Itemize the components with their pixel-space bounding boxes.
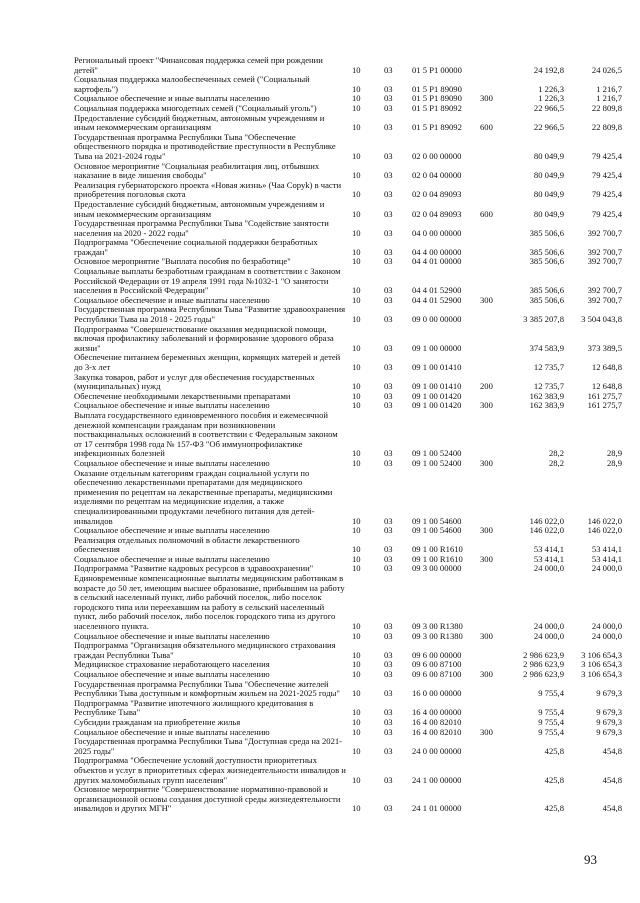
row-target-article: 09 1 00 52400 [412, 448, 462, 459]
table-row [74, 469, 622, 527]
row-amount-year2: 3 106 654,3 [581, 649, 622, 660]
row-section: 10 [352, 314, 361, 325]
row-section: 10 [352, 285, 361, 296]
row-subsection: 03 [384, 208, 393, 219]
row-amount-year2: 373 389,5 [587, 342, 622, 353]
row-section: 10 [352, 227, 361, 238]
row-subsection: 03 [384, 688, 393, 699]
row-amount-year1: 2 986 623,9 [523, 649, 564, 660]
row-amount-year1: 53 414,1 [533, 544, 564, 555]
row-subsection: 03 [384, 669, 393, 679]
row-subsection: 03 [384, 659, 393, 670]
row-amount-year1: 2 986 623,9 [523, 669, 564, 679]
row-target-article: 02 0 04 89093 [412, 208, 462, 219]
row-subsection: 03 [384, 285, 393, 296]
row-subsection: 03 [384, 553, 393, 564]
row-name: Предоставление субсидий бюджетным, автономным учреждениям и иным некоммерческим организациям [74, 112, 325, 133]
row-subsection: 03 [384, 774, 393, 785]
row-amount-year2: 28,9 [606, 448, 622, 459]
row-name: Основное мероприятие "Выплата пособия по безработице" [74, 256, 291, 267]
row-amount-year1: 12 735,7 [533, 362, 564, 372]
row-amount-year1: 385 506,6 [529, 294, 564, 305]
row-amount-year1: 1 226,3 [538, 93, 564, 104]
row-section: 10 [352, 256, 361, 267]
table-row [74, 680, 622, 699]
row-amount-year2: 1 216,7 [596, 83, 622, 94]
table-row [74, 219, 622, 238]
row-subsection: 03 [384, 390, 393, 401]
row-amount-year2: 392 700,7 [587, 227, 622, 238]
row-amount-year2: 24 026,5 [591, 64, 622, 75]
row-target-article: 02 0 04 89093 [412, 189, 462, 200]
row-subsection: 03 [384, 400, 393, 411]
row-amount-year2: 53 414,1 [591, 553, 622, 564]
row-section: 10 [352, 621, 361, 632]
row-amount-year1: 162 383,9 [529, 400, 564, 411]
row-name: Государственная программа Республики Тыва "Развитие здравоохранения Республики Тыва на 2018 - 2025 годы" [74, 304, 346, 325]
row-target-article: 01 5 P1 00000 [412, 64, 462, 75]
row-name: Социальная поддержка малообеспеченных семей ("Социальный картофель") [74, 74, 310, 94]
row-amount-year1: 24 000,0 [533, 630, 564, 641]
row-section: 10 [352, 294, 361, 305]
table-row [74, 641, 622, 660]
row-subsection: 03 [384, 102, 393, 113]
row-name: Основное мероприятие "Совершенствование нормативно-правовой и организационной основы создания доступной среды жизнедеятельности инвалидов и других МГН" [74, 784, 341, 814]
row-amount-year2: 22 809,8 [591, 122, 622, 133]
row-amount-year1: 9 755,4 [538, 707, 564, 718]
row-amount-year1: 425,8 [544, 745, 564, 756]
row-section: 10 [352, 93, 361, 104]
row-section: 10 [352, 448, 361, 459]
table-row [74, 785, 622, 814]
row-section: 10 [352, 774, 361, 785]
row-amount-year1: 425,8 [544, 774, 564, 785]
table-row [74, 200, 622, 219]
row-section: 10 [352, 515, 361, 526]
row-target-article: 01 5 P1 89092 [412, 122, 462, 133]
row-expense-type: 300 [480, 294, 493, 305]
row-target-article: 24 1 01 00000 [412, 803, 462, 814]
row-amount-year2: 12 648,8 [591, 362, 622, 372]
row-section: 10 [352, 745, 361, 756]
row-section: 10 [352, 669, 361, 679]
row-subsection: 03 [384, 515, 393, 526]
row-name: Реализация отдельных полномочий в области лекарственного обеспечения [74, 534, 300, 555]
row-amount-year2: 79 425,4 [591, 208, 622, 219]
row-amount-year2: 24 000,0 [591, 563, 622, 574]
row-amount-year2: 79 425,4 [591, 170, 622, 181]
row-target-article: 16 4 00 82010 [412, 726, 462, 737]
row-amount-year1: 9 755,4 [538, 716, 564, 727]
row-amount-year1: 162 383,9 [529, 390, 564, 401]
row-name: Подпрограмма "Организация обязательного медицинского страхования граждан Республики Тыва" [74, 640, 336, 660]
row-section: 10 [352, 208, 361, 219]
row-target-article: 04 4 01 52900 [412, 294, 462, 305]
row-name: Закупка товаров, работ и услуг для обеспечения государственных (муниципальных) нужд [74, 371, 315, 392]
row-section: 10 [352, 342, 361, 353]
row-subsection: 03 [384, 83, 393, 94]
row-name: Социальное обеспечение и иные выплаты населению [74, 525, 270, 536]
row-amount-year1: 385 506,6 [529, 227, 564, 238]
table-row [74, 353, 622, 372]
row-target-article: 04 4 00 00000 [412, 246, 462, 257]
row-target-article: 09 1 00 01420 [412, 390, 462, 401]
table-row [74, 114, 622, 133]
row-subsection: 03 [384, 525, 393, 536]
row-amount-year2: 454,8 [602, 803, 622, 814]
row-amount-year2: 3 106 654,3 [581, 669, 622, 679]
row-amount-year1: 1 226,3 [538, 83, 564, 94]
row-amount-year1: 28,2 [548, 457, 564, 468]
row-section: 10 [352, 457, 361, 468]
row-name: Региональный проект "Финансовая поддержка семей при рождении детей" [74, 55, 323, 75]
row-section: 10 [352, 659, 361, 670]
row-name: Социальные выплаты безработным гражданам в соответствии с Законом Российской Федерации от 19 апреля 1991 года №1032-1 "О занятости населения в Российской Федерации" [74, 266, 341, 296]
row-amount-year1: 2 986 623,9 [523, 659, 564, 670]
row-amount-year2: 12 648,8 [591, 381, 622, 392]
table-row [74, 162, 622, 181]
row-target-article: 09 6 00 00000 [412, 649, 462, 660]
row-section: 10 [352, 688, 361, 699]
row-target-article: 02 0 04 00000 [412, 170, 462, 181]
row-amount-year1: 3 385 207,8 [523, 314, 564, 325]
row-section: 10 [352, 544, 361, 555]
row-amount-year2: 161 275,7 [587, 400, 622, 411]
row-name: Предоставление субсидий бюджетным, автономным учреждениям и иным некоммерческим организациям [74, 198, 325, 219]
row-name: Реализация губернаторского проекта «Новая жизнь» (Чаа Соруk) в части приобретения поголовья скота [74, 179, 342, 200]
row-section: 10 [352, 170, 361, 181]
row-subsection: 03 [384, 314, 393, 325]
row-section: 10 [352, 649, 361, 660]
row-amount-year1: 24 000,0 [533, 563, 564, 574]
row-name: Подпрограмма "Развитие ипотечного жилищного кредитования в Республике Тыва" [74, 697, 314, 718]
row-amount-year2: 392 700,7 [587, 246, 622, 257]
table-row [74, 756, 622, 785]
row-target-article: 09 1 00 01410 [412, 362, 462, 372]
row-target-article: 09 1 00 54600 [412, 515, 462, 526]
row-amount-year2: 392 700,7 [587, 294, 622, 305]
row-target-article: 16 4 00 00000 [412, 707, 462, 718]
row-amount-year2: 53 414,1 [591, 544, 622, 555]
row-subsection: 03 [384, 64, 393, 75]
row-amount-year2: 9 679,3 [596, 716, 622, 727]
row-amount-year2: 146 022,0 [587, 515, 622, 526]
table-row [74, 56, 622, 75]
row-section: 10 [352, 102, 361, 113]
row-amount-year1: 385 506,6 [529, 285, 564, 296]
table-row [74, 325, 622, 354]
row-subsection: 03 [384, 246, 393, 257]
row-subsection: 03 [384, 448, 393, 459]
row-target-article: 01 5 P1 89090 [412, 83, 462, 94]
row-name: Основное мероприятие "Социальная реабилитация лиц, отбывших наказание в виде лишения свободы" [74, 160, 320, 181]
row-amount-year2: 24 000,0 [591, 630, 622, 641]
row-name: Социальное обеспечение и иные выплаты населению [74, 669, 270, 679]
row-section: 10 [352, 246, 361, 257]
table-row [74, 133, 622, 162]
row-expense-type: 300 [480, 400, 493, 411]
row-subsection: 03 [384, 649, 393, 660]
row-target-article: 04 4 01 52900 [412, 285, 462, 296]
row-name: Подпрограмма "Развитие кадровых ресурсов в здравоохранении" [74, 563, 314, 574]
row-target-article: 24 0 00 00000 [412, 745, 462, 756]
row-amount-year1: 146 022,0 [529, 515, 564, 526]
row-target-article: 09 1 00 R1610 [412, 553, 463, 564]
row-amount-year2: 161 275,7 [587, 390, 622, 401]
row-subsection: 03 [384, 707, 393, 718]
row-name: Государственная программа Республики Тыва "Обеспечение жителей Республики Тыва доступным и комфортным жильем на 2021-2025 годы" [74, 678, 340, 699]
row-subsection: 03 [384, 621, 393, 632]
row-amount-year2: 22 809,8 [591, 102, 622, 113]
row-subsection: 03 [384, 544, 393, 555]
row-subsection: 03 [384, 716, 393, 727]
row-name: Государственная программа Республики Тыва "Содействие занятости населения на 2020 - 2022 годы" [74, 218, 329, 238]
row-subsection: 03 [384, 630, 393, 641]
row-amount-year1: 374 583,9 [529, 342, 564, 353]
row-section: 10 [352, 525, 361, 536]
row-amount-year1: 80 049,9 [533, 170, 564, 181]
row-expense-type: 300 [480, 669, 493, 679]
row-section: 10 [352, 400, 361, 411]
row-expense-type: 600 [480, 208, 493, 219]
row-amount-year1: 22 966,5 [533, 122, 564, 133]
row-amount-year2: 3 504 043,8 [581, 314, 622, 325]
row-amount-year1: 80 049,9 [533, 208, 564, 219]
row-name: Обеспечение питанием беременных женщин, кормящих матерей и детей до 3-х лет [74, 352, 341, 372]
row-subsection: 03 [384, 294, 393, 305]
row-amount-year1: 425,8 [544, 803, 564, 814]
row-name: Подпрограмма "Обеспечение условий доступности приоритетных объектов и услуг в приоритетных сферах жизнедеятельности инвалидов и других маломобильных групп населения" [74, 755, 346, 785]
row-amount-year2: 9 679,3 [596, 726, 622, 737]
page-number: 93 [584, 852, 597, 867]
row-section: 10 [352, 83, 361, 94]
row-subsection: 03 [384, 381, 393, 392]
row-subsection: 03 [384, 93, 393, 104]
row-section: 10 [352, 64, 361, 75]
row-amount-year1: 80 049,9 [533, 150, 564, 161]
row-subsection: 03 [384, 170, 393, 181]
row-name: Подпрограмма "Обеспечение социальной поддержки безработных граждан" [74, 237, 318, 257]
row-amount-year1: 385 506,6 [529, 246, 564, 257]
row-target-article: 09 6 00 87100 [412, 659, 462, 670]
row-target-article: 01 5 P1 89092 [412, 102, 462, 113]
table-row [74, 181, 622, 200]
row-target-article: 16 0 00 00000 [412, 688, 462, 699]
row-expense-type: 300 [480, 726, 493, 737]
row-name: Социальное обеспечение и иные выплаты населению [74, 553, 270, 564]
row-subsection: 03 [384, 189, 393, 200]
row-section: 10 [352, 381, 361, 392]
row-section: 10 [352, 716, 361, 727]
row-subsection: 03 [384, 457, 393, 468]
row-amount-year1: 22 966,5 [533, 102, 564, 113]
row-target-article: 09 6 00 87100 [412, 669, 462, 679]
row-name: Подпрограмма "Совершенствование оказания медицинской помощи, включая профилактику заболеваний и формирование здорового образа жизни" [74, 323, 334, 353]
row-target-article: 01 5 P1 89090 [412, 93, 462, 104]
row-subsection: 03 [384, 726, 393, 737]
row-amount-year2: 79 425,4 [591, 150, 622, 161]
row-expense-type: 300 [480, 630, 493, 641]
row-name: Социальное обеспечение и иные выплаты населению [74, 400, 270, 411]
row-amount-year2: 24 000,0 [591, 621, 622, 632]
row-target-article: 24 1 00 00000 [412, 774, 462, 785]
row-target-article: 09 3 00 R1380 [412, 630, 463, 641]
row-section: 10 [352, 630, 361, 641]
row-subsection: 03 [384, 563, 393, 574]
row-target-article: 09 1 00 01420 [412, 400, 462, 411]
row-amount-year2: 454,8 [602, 774, 622, 785]
row-expense-type: 300 [480, 525, 493, 536]
table-row [74, 305, 622, 324]
row-subsection: 03 [384, 362, 393, 372]
row-subsection: 03 [384, 745, 393, 756]
row-section: 10 [352, 553, 361, 564]
row-target-article: 09 3 00 R1380 [412, 621, 463, 632]
row-target-article: 04 0 00 00000 [412, 227, 462, 238]
row-name: Медицинское страхование неработающего населения [74, 659, 270, 670]
row-expense-type: 300 [480, 457, 493, 468]
row-expense-type: 200 [480, 381, 493, 392]
row-target-article: 09 0 00 00000 [412, 314, 462, 325]
row-section: 10 [352, 122, 361, 133]
row-section: 10 [352, 189, 361, 200]
row-amount-year1: 9 755,4 [538, 688, 564, 699]
row-section: 10 [352, 803, 361, 814]
row-subsection: 03 [384, 150, 393, 161]
row-section: 10 [352, 707, 361, 718]
row-amount-year1: 28,2 [548, 448, 564, 459]
row-subsection: 03 [384, 342, 393, 353]
row-subsection: 03 [384, 227, 393, 238]
row-name: Субсидии гражданам на приобретение жилья [74, 716, 241, 727]
row-subsection: 03 [384, 803, 393, 814]
row-target-article: 09 1 00 52400 [412, 457, 462, 468]
row-name: Обеспечение необходимыми лекарственными препаратами [74, 390, 291, 401]
row-section: 10 [352, 563, 361, 574]
row-name: Государственная программа Республики Тыва "Доступная среда на 2021-2025 годы" [74, 736, 343, 756]
row-amount-year2: 1 216,7 [596, 93, 622, 104]
table-row [74, 238, 622, 257]
row-section: 10 [352, 362, 361, 372]
row-target-article: 04 4 01 00000 [412, 256, 462, 267]
table-row [74, 536, 622, 555]
row-target-article: 09 3 00 00000 [412, 563, 462, 574]
row-amount-year2: 392 700,7 [587, 256, 622, 267]
row-name: Выплата государственного единовременного пособия и ежемесячной денежной компенсации гражданам при возникновении поствакцинальных осложнений в соответствии с Федеральным законом от 17 сентября 1998 года № 157-ФЗ "Об иммунопрофилактике инфекционных болезней [74, 409, 338, 459]
row-name: Социальное обеспечение и иные выплаты населению [74, 294, 270, 305]
row-amount-year1: 146 022,0 [529, 525, 564, 536]
row-amount-year2: 28,9 [606, 457, 622, 468]
row-amount-year1: 80 049,9 [533, 189, 564, 200]
row-section: 10 [352, 726, 361, 737]
table-row [74, 699, 622, 718]
row-amount-year1: 24 000,0 [533, 621, 564, 632]
row-expense-type: 300 [480, 93, 493, 104]
row-amount-year1: 385 506,6 [529, 256, 564, 267]
table-row [74, 75, 622, 94]
row-name: Социальное обеспечение и иные выплаты населению [74, 93, 270, 104]
row-name: Социальное обеспечение и иные выплаты населению [74, 726, 270, 737]
row-amount-year2: 79 425,4 [591, 189, 622, 200]
row-name: Государственная программа Республики Тыва "Обеспечение общественного порядка и противодействие преступности в Республике Тыва на 2021-2024 годы" [74, 131, 336, 161]
row-target-article: 09 1 00 00000 [412, 342, 462, 353]
table-row [74, 267, 622, 296]
row-name: Оказание отдельным категориям граждан социальной услуги по обеспечению лекарственными препаратами для медицинского применения по рецептам на лекарственные препараты, медицинскими изделиями по рецептам на медицинские изделия, а также специализированными продуктами лечебного питания для детей-инвалидов [74, 467, 333, 526]
row-expense-type: 300 [480, 553, 493, 564]
table-row [74, 373, 622, 392]
row-target-article: 02 0 00 00000 [412, 150, 462, 161]
row-section: 10 [352, 150, 361, 161]
row-target-article: 09 1 00 01410 [412, 381, 462, 392]
row-expense-type: 600 [480, 122, 493, 133]
table-row [74, 411, 622, 459]
row-section: 10 [352, 390, 361, 401]
row-target-article: 09 1 00 54600 [412, 525, 462, 536]
row-amount-year2: 9 679,3 [596, 707, 622, 718]
row-subsection: 03 [384, 122, 393, 133]
table-row [74, 574, 622, 632]
row-target-article: 09 1 00 R1610 [412, 544, 463, 555]
row-amount-year2: 392 700,7 [587, 285, 622, 296]
row-amount-year2: 9 679,3 [596, 688, 622, 699]
row-amount-year2: 454,8 [602, 745, 622, 756]
row-amount-year1: 12 735,7 [533, 381, 564, 392]
row-subsection: 03 [384, 256, 393, 267]
row-name: Социальная поддержка многодетных семей ("Социальный уголь") [74, 102, 317, 113]
budget-table [74, 56, 622, 814]
row-name: Социальное обеспечение и иные выплаты населению [74, 457, 270, 468]
row-name: Социальное обеспечение и иные выплаты населению [74, 630, 270, 641]
row-target-article: 16 4 00 82010 [412, 716, 462, 727]
row-amount-year2: 146 022,0 [587, 525, 622, 536]
row-amount-year1: 9 755,4 [538, 726, 564, 737]
row-amount-year2: 3 106 654,3 [581, 659, 622, 670]
table-row [74, 737, 622, 756]
row-amount-year1: 53 414,1 [533, 553, 564, 564]
row-amount-year1: 24 192,8 [533, 64, 564, 75]
row-name: Единовременные компенсационные выплаты медицинским работникам в возрасте до 50 лет, имеющим высшее образование, прибывшим на работу в сельский населенный пункт, либо рабочий поселок, либо поселок городского типа или переехавшим на работу в сельский населенный пункт, либо рабочий поселок, либо поселок городского типа из другого населенного пункта. [74, 573, 345, 632]
